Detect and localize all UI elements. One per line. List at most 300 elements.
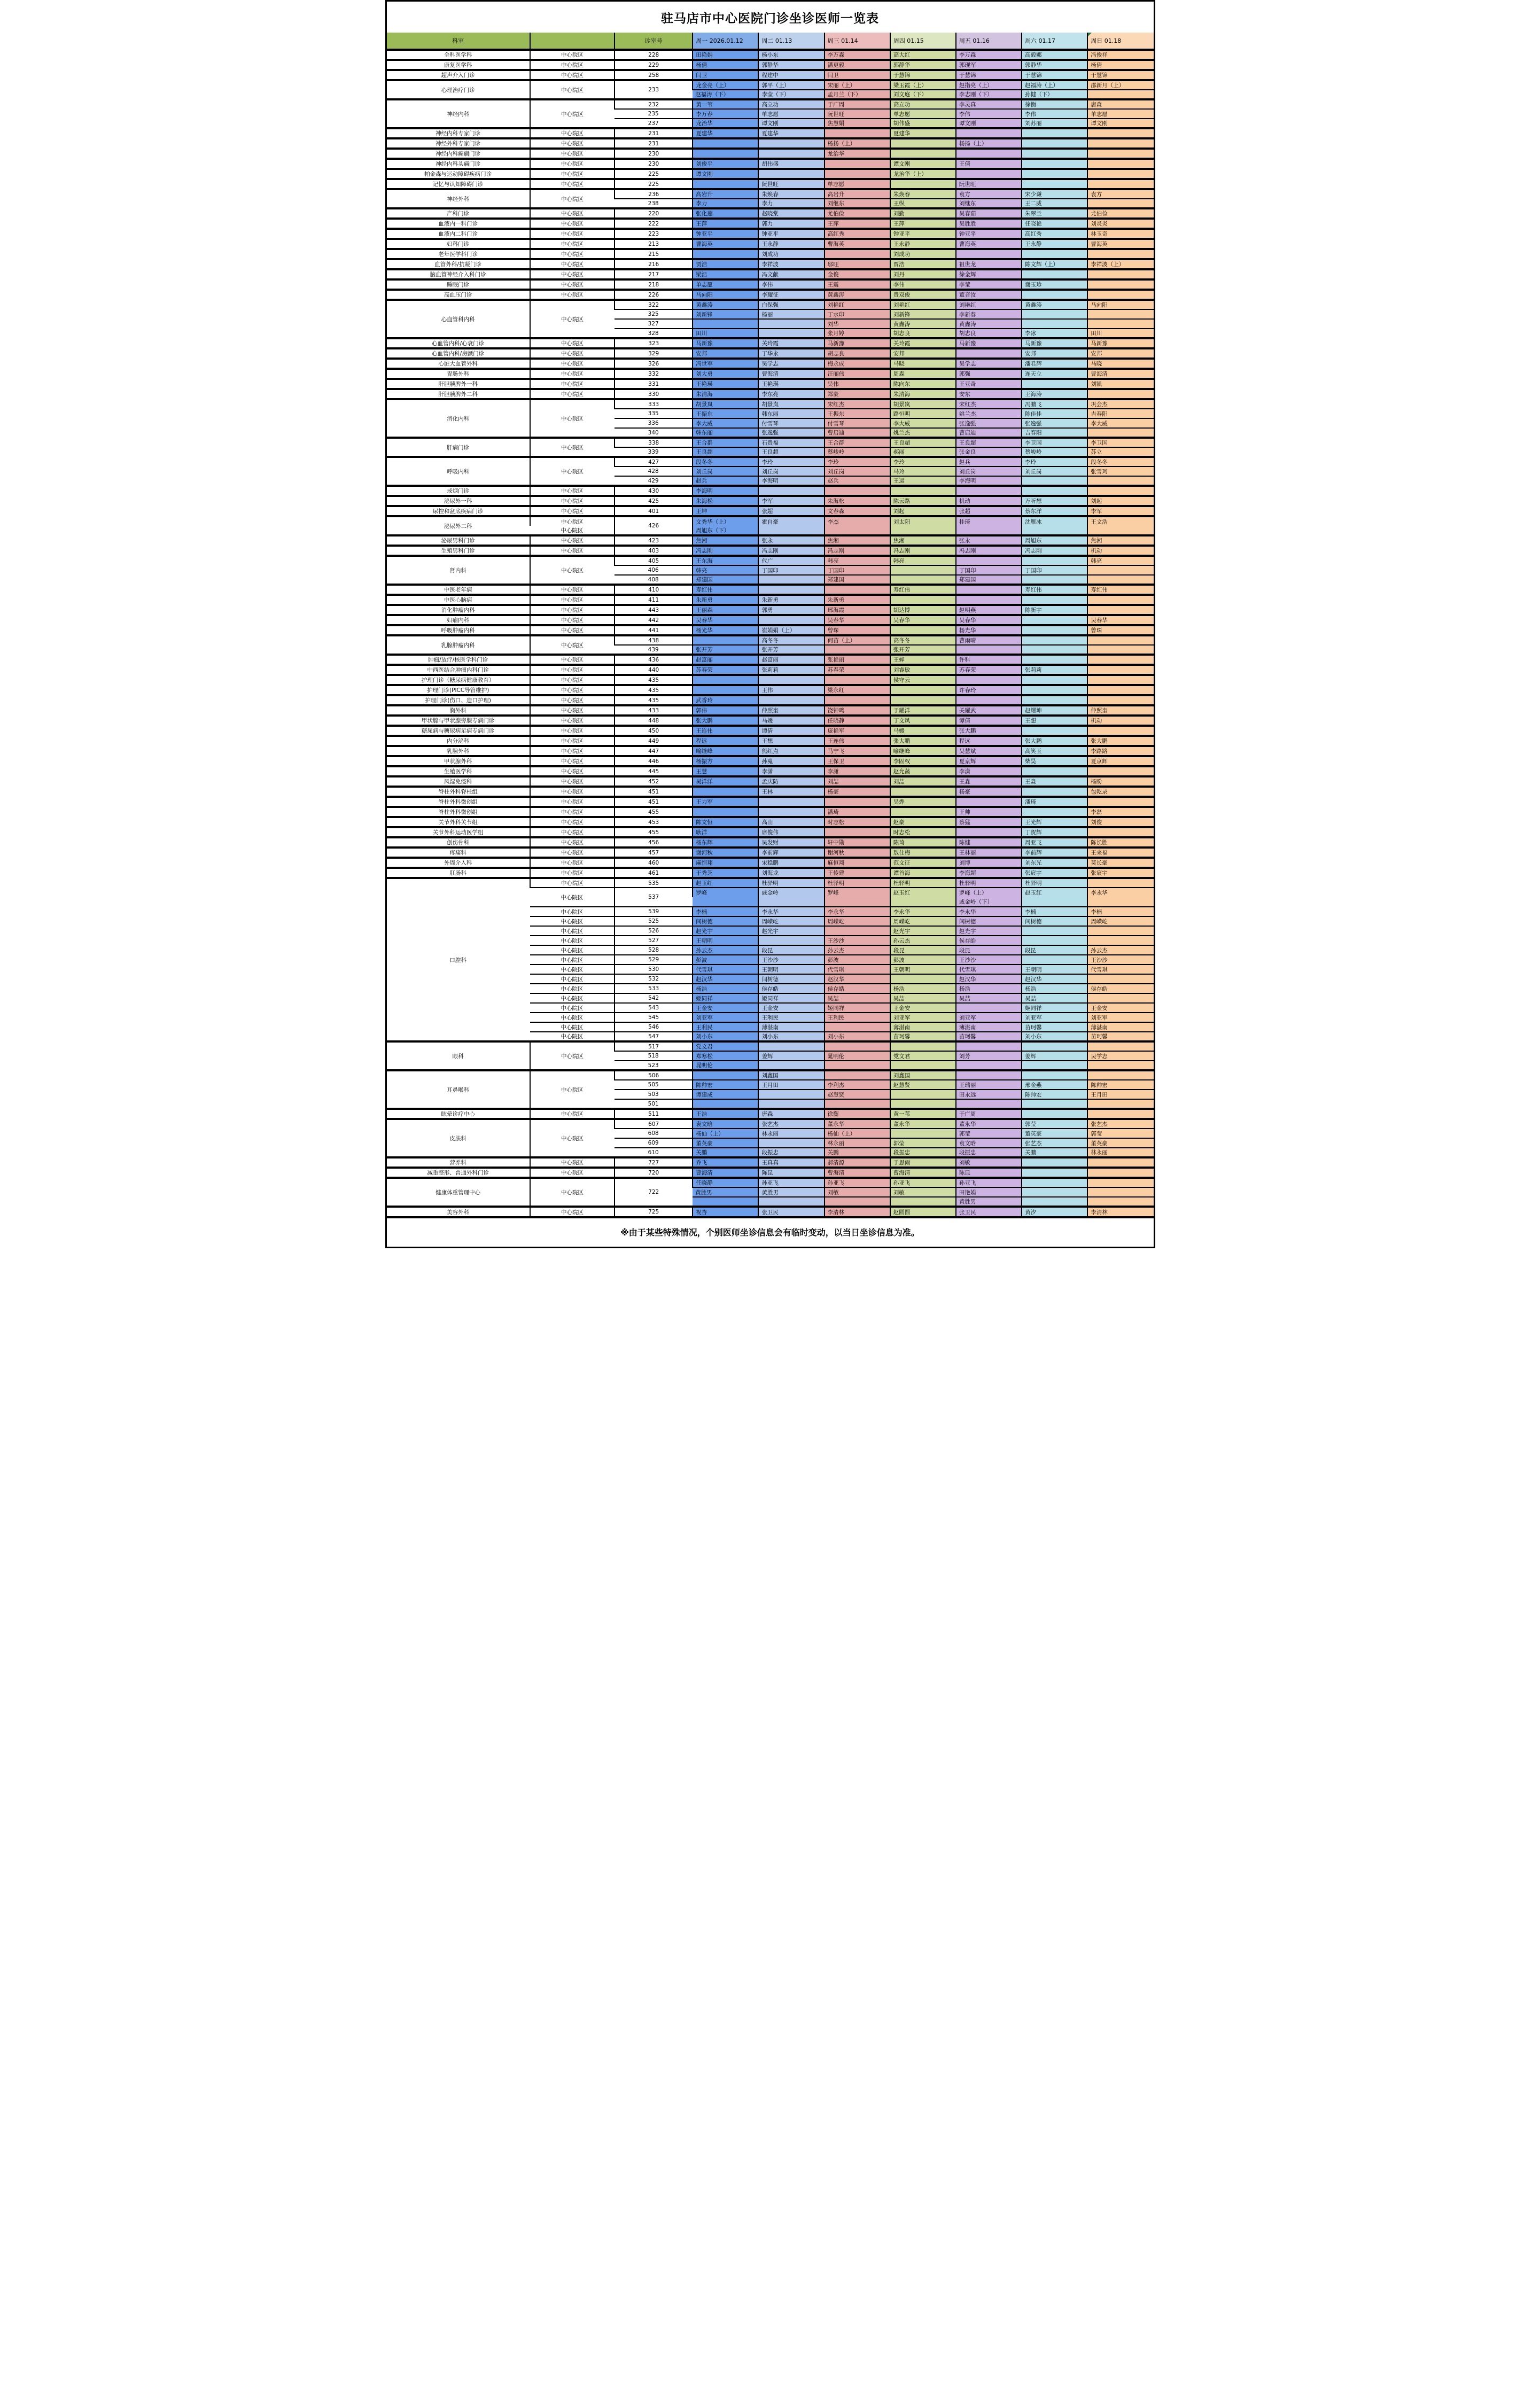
- doctor-cell: [1022, 926, 1087, 936]
- doctor-cell: [890, 685, 956, 695]
- doctor-cell: 王二威: [1022, 199, 1087, 208]
- doctor-cell: 苏春荣: [693, 665, 758, 675]
- doctor-cell: [890, 974, 956, 984]
- doctor-cell: 王坤: [693, 506, 758, 516]
- schedule-table: [387, 33, 1154, 1216]
- doctor-cell: 张开芳: [693, 645, 758, 655]
- doctor-cell: 孙健（下）: [1022, 90, 1087, 99]
- doctor-cell: 邢海霞: [825, 605, 890, 615]
- doctor-cell: 仲照奎: [1087, 705, 1153, 716]
- doctor-cell: 丁国印: [825, 565, 890, 575]
- doctor-cell: 孟月兰（下）: [825, 90, 890, 99]
- doctor-cell: [956, 556, 1022, 565]
- doctor-cell: 谭文刚: [1087, 119, 1153, 128]
- schedule-row: [387, 159, 1154, 169]
- doctor-cell: 王沙沙: [758, 955, 824, 965]
- campus-cell: 中心院区: [530, 169, 615, 179]
- dept-cell: 耳鼻喉科: [387, 1070, 530, 1109]
- room-cell: 218: [615, 279, 693, 290]
- doctor-cell: 胡达博: [890, 605, 956, 615]
- room-cell: 503: [615, 1090, 693, 1099]
- doctor-cell: 郭静华: [1022, 60, 1087, 70]
- schedule-body: [387, 50, 1154, 1216]
- doctor-cell: 王帅: [956, 807, 1022, 817]
- doctor-cell: 夏京辉: [956, 756, 1022, 766]
- campus-cell: 中心院区: [530, 138, 615, 149]
- doctor-cell: [693, 807, 758, 817]
- doctor-cell: [1087, 926, 1153, 936]
- schedule-row: [387, 279, 1154, 290]
- doctor-cell: 杨小东: [758, 50, 824, 60]
- doctor-cell: 单志愿: [825, 179, 890, 189]
- campus-cell: 中心院区: [530, 837, 615, 847]
- doctor-cell: 于广周: [956, 1109, 1022, 1119]
- doctor-cell: 王合群: [825, 438, 890, 447]
- schedule-row: [387, 817, 1154, 827]
- doctor-cell: 关鹏: [825, 1148, 890, 1157]
- doctor-cell: [1087, 993, 1153, 1003]
- dept-cell: 脊柱外科脊柱组: [387, 787, 530, 797]
- doctor-cell: 文秀华（上）: [693, 516, 758, 526]
- doctor-cell: [758, 797, 824, 807]
- room-cell: 216: [615, 259, 693, 269]
- doctor-cell: [890, 565, 956, 575]
- doctor-cell: 王纵: [890, 199, 956, 208]
- doctor-cell: 冯世军: [693, 359, 758, 369]
- room-cell: 231: [615, 138, 693, 149]
- room-cell: 526: [615, 926, 693, 936]
- room-cell: 543: [615, 1003, 693, 1013]
- doctor-cell: [1022, 128, 1087, 138]
- doctor-cell: 唐森: [1087, 99, 1153, 109]
- schedule-row: [387, 1178, 1154, 1187]
- doctor-cell: [825, 675, 890, 685]
- doctor-cell: 刘华: [825, 319, 890, 329]
- doctor-cell: [758, 1041, 824, 1051]
- dept-cell: 戒烟门诊: [387, 486, 530, 496]
- room-cell: 339: [615, 447, 693, 457]
- doctor-cell: 吉春阳: [1022, 428, 1087, 438]
- doctor-cell: 王连伟: [693, 726, 758, 736]
- doctor-cell: 张超: [956, 506, 1022, 516]
- doctor-cell: 孙亚飞: [956, 1178, 1022, 1187]
- doctor-cell: 付雪琴: [825, 418, 890, 428]
- doctor-cell: [1087, 936, 1153, 945]
- schedule-row: [387, 675, 1154, 685]
- room-cell: 222: [615, 219, 693, 229]
- doctor-cell: 阮世旺: [825, 109, 890, 119]
- doctor-cell: [1087, 1070, 1153, 1080]
- doctor-cell: 袁文晗: [956, 1138, 1022, 1148]
- doctor-cell: 吴胜胜: [956, 219, 1022, 229]
- doctor-cell: 徐衡: [1022, 99, 1087, 109]
- room-cell: 435: [615, 675, 693, 685]
- room-cell: 405: [615, 556, 693, 565]
- doctor-cell: 田艳娟: [956, 1187, 1022, 1197]
- doctor-cell: 黄鑫涛: [825, 290, 890, 300]
- doctor-cell: [956, 526, 1022, 535]
- doctor-cell: 刘丘岗: [956, 466, 1022, 476]
- schedule-row: [387, 269, 1154, 279]
- room-cell: 323: [615, 338, 693, 348]
- schedule-row: [387, 457, 1154, 466]
- room-cell: 533: [615, 984, 693, 993]
- schedule-row: [387, 99, 1154, 109]
- doctor-cell: 曹海清: [758, 369, 824, 379]
- campus-cell: 中心院区: [530, 595, 615, 605]
- doctor-cell: 张化莲: [693, 208, 758, 219]
- campus-cell: 中心院区: [530, 926, 615, 936]
- doctor-cell: 熊红点: [758, 746, 824, 756]
- doctor-cell: 王良超: [758, 447, 824, 457]
- doctor-cell: 杨浩: [956, 984, 1022, 993]
- doctor-cell: [956, 1041, 1022, 1051]
- doctor-cell: [1022, 955, 1087, 965]
- doctor-cell: 杨浩: [1022, 984, 1087, 993]
- room-cell: 720: [615, 1168, 693, 1178]
- doctor-cell: 刘起: [890, 506, 956, 516]
- room-cell: 436: [615, 655, 693, 665]
- doctor-cell: 潘更毅: [825, 60, 890, 70]
- doctor-cell: 徐金辉: [956, 269, 1022, 279]
- doctor-cell: 姬同祥: [1022, 1003, 1087, 1013]
- doctor-cell: 赵玉红: [890, 888, 956, 897]
- campus-cell: 中心院区: [530, 984, 615, 993]
- doctor-cell: [1087, 290, 1153, 300]
- doctor-cell: [1087, 128, 1153, 138]
- doctor-cell: 高冬冬: [890, 635, 956, 645]
- doctor-cell: [956, 128, 1022, 138]
- doctor-cell: [956, 1099, 1022, 1109]
- doctor-cell: 李军: [758, 496, 824, 506]
- doctor-cell: 陈琦: [890, 837, 956, 847]
- doctor-cell: 曹启迪: [825, 428, 890, 438]
- doctor-cell: 陈昆: [758, 1168, 824, 1178]
- doctor-cell: 谢河秋: [825, 847, 890, 858]
- doctor-cell: [693, 635, 758, 645]
- doctor-cell: 郝丽: [890, 447, 956, 457]
- room-cell: 430: [615, 486, 693, 496]
- doctor-cell: 朱海松: [825, 496, 890, 506]
- doctor-cell: 赵兵: [956, 457, 1022, 466]
- doctor-cell: 赵兵: [825, 476, 890, 486]
- doctor-cell: 王亚奇: [956, 379, 1022, 389]
- room-cell: 451: [615, 797, 693, 807]
- doctor-cell: 吴喆: [890, 993, 956, 1003]
- doctor-cell: 陈长胜: [1087, 837, 1153, 847]
- doctor-cell: 李大威: [693, 418, 758, 428]
- doctor-cell: 邵新月（上）: [1087, 80, 1153, 90]
- doctor-cell: [1022, 897, 1087, 907]
- campus-cell: 中心院区: [530, 1207, 615, 1216]
- doctor-cell: 罗峰: [693, 888, 758, 897]
- doctor-cell: 姚兰杰: [890, 428, 956, 438]
- doctor-cell: [1022, 526, 1087, 535]
- doctor-cell: 赵富丽: [693, 655, 758, 665]
- schedule-row: [387, 556, 1154, 565]
- doctor-cell: 任晓艳: [1022, 219, 1087, 229]
- room-cell: 445: [615, 766, 693, 776]
- doctor-cell: 胡志良: [825, 348, 890, 359]
- doctor-cell: 尤伯俭: [1087, 208, 1153, 219]
- doctor-cell: 李冰: [1022, 329, 1087, 338]
- doctor-cell: 李玲: [758, 457, 824, 466]
- doctor-cell: 于秀芝: [693, 868, 758, 878]
- doctor-cell: 周嵘屹: [758, 916, 824, 926]
- doctor-cell: 刘成功: [890, 249, 956, 259]
- doctor-cell: 刘海龙: [758, 868, 824, 878]
- doctor-cell: 曹海英: [1087, 239, 1153, 249]
- doctor-cell: [1022, 936, 1087, 945]
- campus-cell: 中心院区: [530, 486, 615, 496]
- doctor-cell: [890, 138, 956, 149]
- doctor-cell: 薄湛南: [890, 1022, 956, 1032]
- doctor-cell: 吴洋洋: [693, 776, 758, 787]
- schedule-row: [387, 239, 1154, 249]
- campus-cell: 中心院区: [530, 1168, 615, 1178]
- doctor-cell: 杨豪: [825, 787, 890, 797]
- doctor-cell: 桂琦: [956, 516, 1022, 526]
- schedule-row: [387, 138, 1154, 149]
- doctor-cell: 田艳娟: [693, 50, 758, 60]
- room-cell: 457: [615, 847, 693, 858]
- doctor-cell: 张逸强: [956, 418, 1022, 428]
- doctor-cell: 刘勤: [890, 208, 956, 219]
- dept-cell: 尿控和盆底疾病门诊: [387, 506, 530, 516]
- doctor-cell: 闫树德: [693, 916, 758, 926]
- doctor-cell: 钟亚平: [890, 229, 956, 239]
- doctor-cell: [890, 1129, 956, 1138]
- doctor-cell: 贾浩: [890, 259, 956, 269]
- room-cell: 228: [615, 50, 693, 60]
- room-cell: 326: [615, 359, 693, 369]
- doctor-cell: 朱新勇: [825, 595, 890, 605]
- doctor-cell: 丁国印: [956, 565, 1022, 575]
- campus-cell: 中心院区: [530, 50, 615, 60]
- dept-cell: 泌尿男科门诊: [387, 535, 530, 546]
- doctor-cell: 郭莹: [956, 1129, 1022, 1138]
- doctor-cell: [956, 695, 1022, 705]
- doctor-cell: 杜驿明: [890, 878, 956, 888]
- doctor-cell: [1022, 645, 1087, 655]
- schedule-row: [387, 179, 1154, 189]
- doctor-cell: 潘琦: [1022, 797, 1087, 807]
- doctor-cell: [956, 1061, 1022, 1070]
- doctor-cell: 刘小东: [1022, 1032, 1087, 1041]
- campus-cell: 中心院区: [530, 249, 615, 259]
- schedule-row: [387, 585, 1154, 595]
- doctor-cell: 刘敏: [825, 1187, 890, 1197]
- doctor-cell: 何苗（上）: [825, 635, 890, 645]
- doctor-cell: 彭波: [693, 955, 758, 965]
- doctor-cell: 王婵: [890, 655, 956, 665]
- doctor-cell: 唐森: [758, 1109, 824, 1119]
- doctor-cell: 马宁飞: [825, 746, 890, 756]
- doctor-cell: [1087, 897, 1153, 907]
- doctor-cell: 于慧锦: [1087, 70, 1153, 80]
- doctor-cell: 钟亚平: [758, 229, 824, 239]
- room-cell: 451: [615, 787, 693, 797]
- doctor-cell: 龙治华: [825, 149, 890, 159]
- doctor-cell: [1022, 1109, 1087, 1119]
- doctor-cell: 李大威: [890, 418, 956, 428]
- doctor-cell: 姬同祥: [693, 993, 758, 1003]
- doctor-cell: 郭平（上）: [758, 80, 824, 90]
- doctor-cell: 曾琛: [1087, 625, 1153, 635]
- doctor-cell: 林永丽: [825, 1138, 890, 1148]
- dept-cell: 中医心脑病: [387, 595, 530, 605]
- doctor-cell: 李万春: [693, 109, 758, 119]
- campus-cell: 中心院区: [530, 695, 615, 705]
- doctor-cell: 贾浩: [693, 259, 758, 269]
- room-cell: 539: [615, 907, 693, 916]
- doctor-cell: 宋红杰: [825, 399, 890, 409]
- dept-cell: 神经外科专家门诊: [387, 138, 530, 149]
- doctor-cell: 彭波: [890, 955, 956, 965]
- dept-cell: 口腔科: [387, 878, 530, 1041]
- doctor-cell: 赵晓棠: [758, 208, 824, 219]
- schedule-row: [387, 766, 1154, 776]
- doctor-cell: 王倩: [956, 159, 1022, 169]
- doctor-cell: [1022, 309, 1087, 319]
- doctor-cell: 王月田: [1087, 1090, 1153, 1099]
- room-cell: 447: [615, 746, 693, 756]
- campus-cell: 中心院区: [530, 149, 615, 159]
- doctor-cell: [1087, 476, 1153, 486]
- doctor-cell: 程建中: [758, 70, 824, 80]
- header-dept: 科室: [387, 33, 530, 50]
- doctor-cell: 单志愿: [1087, 109, 1153, 119]
- doctor-cell: 刘艳红: [825, 300, 890, 309]
- doctor-cell: [825, 926, 890, 936]
- header-day-6: 周六 01.17: [1022, 33, 1087, 50]
- room-cell: 433: [615, 705, 693, 716]
- doctor-cell: 李前辉: [1022, 847, 1087, 858]
- doctor-cell: 安邦: [693, 348, 758, 359]
- doctor-cell: 闫卫: [825, 70, 890, 80]
- doctor-cell: 张逸强: [1022, 418, 1087, 428]
- doctor-cell: 韩亮: [1087, 556, 1153, 565]
- doctor-cell: 冯鹏飞: [1022, 399, 1087, 409]
- doctor-cell: 李海明: [956, 476, 1022, 486]
- doctor-cell: [1022, 726, 1087, 736]
- doctor-cell: 尤伯俭: [825, 208, 890, 219]
- doctor-cell: 朱清海: [890, 389, 956, 399]
- doctor-cell: 万听想: [1022, 496, 1087, 506]
- doctor-cell: 陈文恒: [693, 817, 758, 827]
- doctor-cell: 张大鹏: [1022, 736, 1087, 746]
- room-cell: 511: [615, 1109, 693, 1119]
- campus-cell: 中心院区: [530, 1070, 615, 1109]
- doctor-cell: 李军: [1087, 506, 1153, 516]
- dept-cell: 乳腺外科: [387, 746, 530, 756]
- doctor-cell: 刘俊: [1087, 817, 1153, 827]
- doctor-cell: 李伟: [956, 109, 1022, 119]
- doctor-cell: 王沙沙: [1087, 955, 1153, 965]
- doctor-cell: 乔飞: [693, 1157, 758, 1168]
- doctor-cell: [758, 936, 824, 945]
- doctor-cell: [693, 319, 758, 329]
- doctor-cell: 孙嵬: [758, 756, 824, 766]
- schedule-row: [387, 80, 1154, 90]
- dept-cell: 乳腺肿瘤内科: [387, 635, 530, 655]
- doctor-cell: 刘丘岗: [825, 466, 890, 476]
- doctor-cell: 吴伟: [825, 379, 890, 389]
- dept-cell: 脊柱外科微创组: [387, 797, 530, 807]
- dept-cell: 风湿免疫科: [387, 776, 530, 787]
- schedule-row: [387, 827, 1154, 837]
- schedule-row: [387, 535, 1154, 546]
- room-cell: 448: [615, 716, 693, 726]
- doctor-cell: 孙云杰: [825, 945, 890, 955]
- doctor-cell: 董永华: [825, 1119, 890, 1129]
- doctor-cell: 高大红: [890, 50, 956, 60]
- doctor-cell: 段昆: [890, 945, 956, 955]
- doctor-cell: 曹海清: [693, 1168, 758, 1178]
- doctor-cell: 王来福: [1087, 847, 1153, 858]
- doctor-cell: 马晓: [890, 359, 956, 369]
- doctor-cell: 王金安: [693, 1003, 758, 1013]
- doctor-cell: 麻恒翔: [825, 858, 890, 868]
- doctor-cell: 吴春华: [693, 615, 758, 625]
- doctor-cell: 王海涛: [1022, 389, 1087, 399]
- doctor-cell: 曹海清: [825, 1168, 890, 1178]
- doctor-cell: [1087, 90, 1153, 99]
- doctor-cell: [758, 138, 824, 149]
- doctor-cell: 马新豫: [1022, 338, 1087, 348]
- doctor-cell: 黄胜男: [693, 1187, 758, 1197]
- doctor-cell: 李新春: [956, 309, 1022, 319]
- campus-cell: 中心院区: [530, 516, 615, 526]
- doctor-cell: 戚金岭: [758, 888, 824, 897]
- doctor-cell: 轩中勋: [825, 837, 890, 847]
- doctor-cell: 闫树德: [1022, 916, 1087, 926]
- doctor-cell: 代雪琪: [693, 965, 758, 974]
- doctor-cell: [758, 1099, 824, 1109]
- doctor-cell: 李楠: [693, 907, 758, 916]
- doctor-cell: 于慧锦: [1022, 70, 1087, 80]
- dept-cell: 护理门诊（糖尿病健康教育）: [387, 675, 530, 685]
- doctor-cell: [1022, 179, 1087, 189]
- doctor-cell: 沈雁冰: [1022, 516, 1087, 526]
- doctor-cell: [956, 348, 1022, 359]
- doctor-cell: 姜辉: [758, 1051, 824, 1061]
- doctor-cell: 张开芳: [758, 645, 824, 655]
- doctor-cell: 谢玉珍: [1022, 279, 1087, 290]
- doctor-cell: [693, 685, 758, 695]
- dept-cell: 肝胆胰脾外二科: [387, 389, 530, 399]
- dept-cell: 神经内科癫痫门诊: [387, 149, 530, 159]
- schedule-row: [387, 259, 1154, 269]
- doctor-cell: [890, 526, 956, 535]
- doctor-cell: 安东: [956, 389, 1022, 399]
- doctor-cell: 胡景岚: [758, 399, 824, 409]
- doctor-cell: [1022, 1061, 1087, 1070]
- doctor-cell: 马向阳: [693, 290, 758, 300]
- doctor-cell: 李力: [758, 199, 824, 208]
- doctor-cell: 刘新锋: [890, 309, 956, 319]
- header-campus: [530, 33, 615, 50]
- room-cell: 608: [615, 1129, 693, 1138]
- doctor-cell: [758, 1138, 824, 1148]
- doctor-cell: 许科: [956, 655, 1022, 665]
- doctor-cell: 罗峰（上）: [956, 888, 1022, 897]
- doctor-cell: 刘亚军: [693, 1013, 758, 1022]
- dept-cell: 神经内科专家门诊: [387, 128, 530, 138]
- doctor-cell: 陈云路: [890, 496, 956, 506]
- doctor-cell: 段昆: [758, 945, 824, 955]
- doctor-cell: 于广周: [825, 99, 890, 109]
